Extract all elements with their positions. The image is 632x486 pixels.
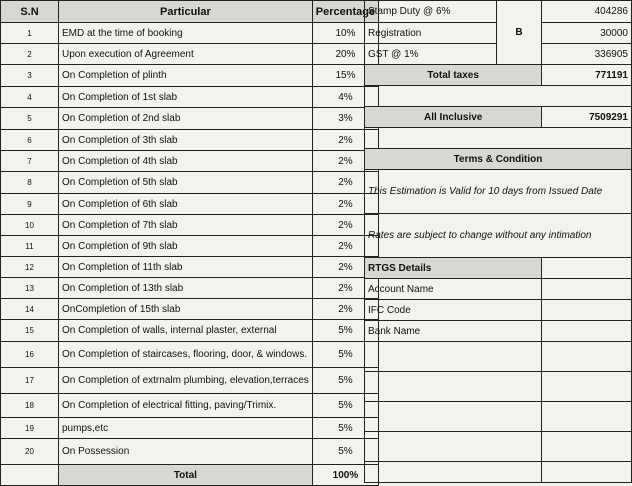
- row-percentage: 2%: [312, 278, 378, 299]
- stamp-duty-label: Stamp Duty @ 6%: [365, 1, 497, 23]
- table-row: [1, 215, 379, 236]
- blank-cell: [542, 432, 632, 462]
- table-row: [1, 108, 379, 130]
- blank-cell: [542, 402, 632, 432]
- total-taxes-value: 771191: [542, 65, 632, 86]
- row-sn: 13: [1, 278, 59, 299]
- row-percentage: 2%: [312, 151, 378, 172]
- row-sn: 2: [1, 44, 59, 65]
- blank-cell: [542, 372, 632, 402]
- blank-cell: [365, 402, 542, 432]
- row-sn: 18: [1, 394, 59, 418]
- row-particular: On Completion of electrical fitting, paving/Trimix.: [59, 394, 313, 418]
- row-particular: On Completion of 6th slab: [59, 194, 313, 215]
- row-particular: EMD at the time of booking: [59, 23, 313, 44]
- row-percentage: 10%: [312, 23, 378, 44]
- table-row: [1, 130, 379, 151]
- table-row: [1, 172, 379, 194]
- row-sn: 5: [1, 108, 59, 130]
- row-sn: 4: [1, 87, 59, 108]
- row-particular: On Possession: [59, 439, 313, 465]
- row-percentage: 5%: [312, 342, 378, 368]
- stamp-duty-value: 404286: [542, 1, 632, 23]
- row-particular: On Completion of 9th slab: [59, 236, 313, 257]
- row-particular: On Completion of 4th slab: [59, 151, 313, 172]
- table-row: [1, 278, 379, 299]
- row-percentage: 5%: [312, 320, 378, 342]
- row-sn: 3: [1, 65, 59, 87]
- particular-header: Particular: [59, 1, 313, 23]
- table-row: [1, 299, 379, 320]
- row-percentage: 2%: [312, 215, 378, 236]
- row-percentage: 5%: [312, 439, 378, 465]
- blank-cell: [365, 432, 542, 462]
- row-percentage: 15%: [312, 65, 378, 87]
- table-row: [1, 23, 379, 44]
- table-row: [1, 44, 379, 65]
- blank-cell: [542, 342, 632, 372]
- row-particular: On Completion of 11th slab: [59, 257, 313, 278]
- table-row: [1, 368, 379, 394]
- row-sn: 16: [1, 342, 59, 368]
- row-sn: 6: [1, 130, 59, 151]
- blank-cell: [365, 342, 542, 372]
- row-particular: pumps,etc: [59, 418, 313, 439]
- account-name-value: [542, 279, 632, 300]
- row-sn: 8: [1, 172, 59, 194]
- row-percentage: 2%: [312, 194, 378, 215]
- row-particular: On Completion of 3th slab: [59, 130, 313, 151]
- schedule-rows: [1, 23, 379, 465]
- row-particular: On Completion of plinth: [59, 65, 313, 87]
- row-particular: On Completion of 1st slab: [59, 87, 313, 108]
- row-sn: 11: [1, 236, 59, 257]
- all-inclusive-value: 7509291: [542, 107, 632, 128]
- table-row: [1, 151, 379, 172]
- table-row: [1, 418, 379, 439]
- bank-name-label: Bank Name: [365, 321, 542, 342]
- row-percentage: 2%: [312, 299, 378, 320]
- table-row: [1, 65, 379, 87]
- account-name-label: Account Name: [365, 279, 542, 300]
- row-particular: On Completion of 5th slab: [59, 172, 313, 194]
- all-inclusive-label: All Inclusive: [365, 107, 542, 128]
- row-percentage: 5%: [312, 418, 378, 439]
- row-particular: On Completion of staircases, flooring, door, & windows.: [59, 342, 313, 368]
- row-sn: 14: [1, 299, 59, 320]
- row-sn: 17: [1, 368, 59, 394]
- blank-cell: [365, 372, 542, 402]
- total-label: Total: [59, 465, 313, 486]
- table-row: [1, 439, 379, 465]
- ifc-code-value: [542, 300, 632, 321]
- row-particular: On Completion of walls, internal plaster, external: [59, 320, 313, 342]
- row-sn: 7: [1, 151, 59, 172]
- row-percentage: 3%: [312, 108, 378, 130]
- row-particular: OnCompletion of 15th slab: [59, 299, 313, 320]
- terms-line-2: Rates are subject to change without any intimation: [365, 214, 632, 258]
- terms-heading: Terms & Condition: [365, 149, 632, 170]
- row-percentage: 2%: [312, 172, 378, 194]
- row-sn: 19: [1, 418, 59, 439]
- row-percentage: 2%: [312, 130, 378, 151]
- total-percentage: 100%: [312, 465, 378, 486]
- bank-name-value: [542, 321, 632, 342]
- row-sn: 1: [1, 23, 59, 44]
- row-percentage: 5%: [312, 368, 378, 394]
- terms-line-1: This Estimation is Valid for 10 days from Issued Date: [365, 170, 632, 214]
- row-sn: 12: [1, 257, 59, 278]
- ifc-code-label: IFC Code: [365, 300, 542, 321]
- group-letter: B: [496, 1, 542, 65]
- blank-row: [365, 86, 632, 107]
- row-percentage: 5%: [312, 394, 378, 418]
- row-percentage: 2%: [312, 236, 378, 257]
- row-sn: 20: [1, 439, 59, 465]
- row-particular: On Completion of extrnalm plumbing, elevation,terraces: [59, 368, 313, 394]
- row-particular: Upon execution of Agreement: [59, 44, 313, 65]
- table-row: [1, 257, 379, 278]
- row-particular: On Completion of 2nd slab: [59, 108, 313, 130]
- rtgs-heading-blank: [542, 258, 632, 279]
- total-blank-cell: [1, 465, 59, 486]
- table-row: [1, 320, 379, 342]
- table-row: [1, 194, 379, 215]
- blank-row-2: [365, 128, 632, 149]
- table-row: [1, 394, 379, 418]
- row-particular: On Completion of 13th slab: [59, 278, 313, 299]
- registration-value: 30000: [542, 23, 632, 44]
- registration-label: Registration: [365, 23, 497, 44]
- row-percentage: 4%: [312, 87, 378, 108]
- row-sn: 15: [1, 320, 59, 342]
- total-taxes-label: Total taxes: [365, 65, 542, 86]
- table-row: [1, 236, 379, 257]
- row-percentage: 2%: [312, 257, 378, 278]
- row-sn: 9: [1, 194, 59, 215]
- table-row: [1, 87, 379, 108]
- blank-cell: [365, 462, 542, 483]
- table-row: [1, 342, 379, 368]
- percentage-header: Percentage: [312, 1, 378, 23]
- gst-value: 336905: [542, 44, 632, 65]
- rtgs-heading: RTGS Details: [365, 258, 542, 279]
- charges-table: [364, 0, 632, 483]
- sn-header: S.N: [1, 1, 59, 23]
- row-percentage: 20%: [312, 44, 378, 65]
- row-particular: On Completion of 7th slab: [59, 215, 313, 236]
- blank-cell: [542, 462, 632, 483]
- row-sn: 10: [1, 215, 59, 236]
- gst-label: GST @ 1%: [365, 44, 497, 65]
